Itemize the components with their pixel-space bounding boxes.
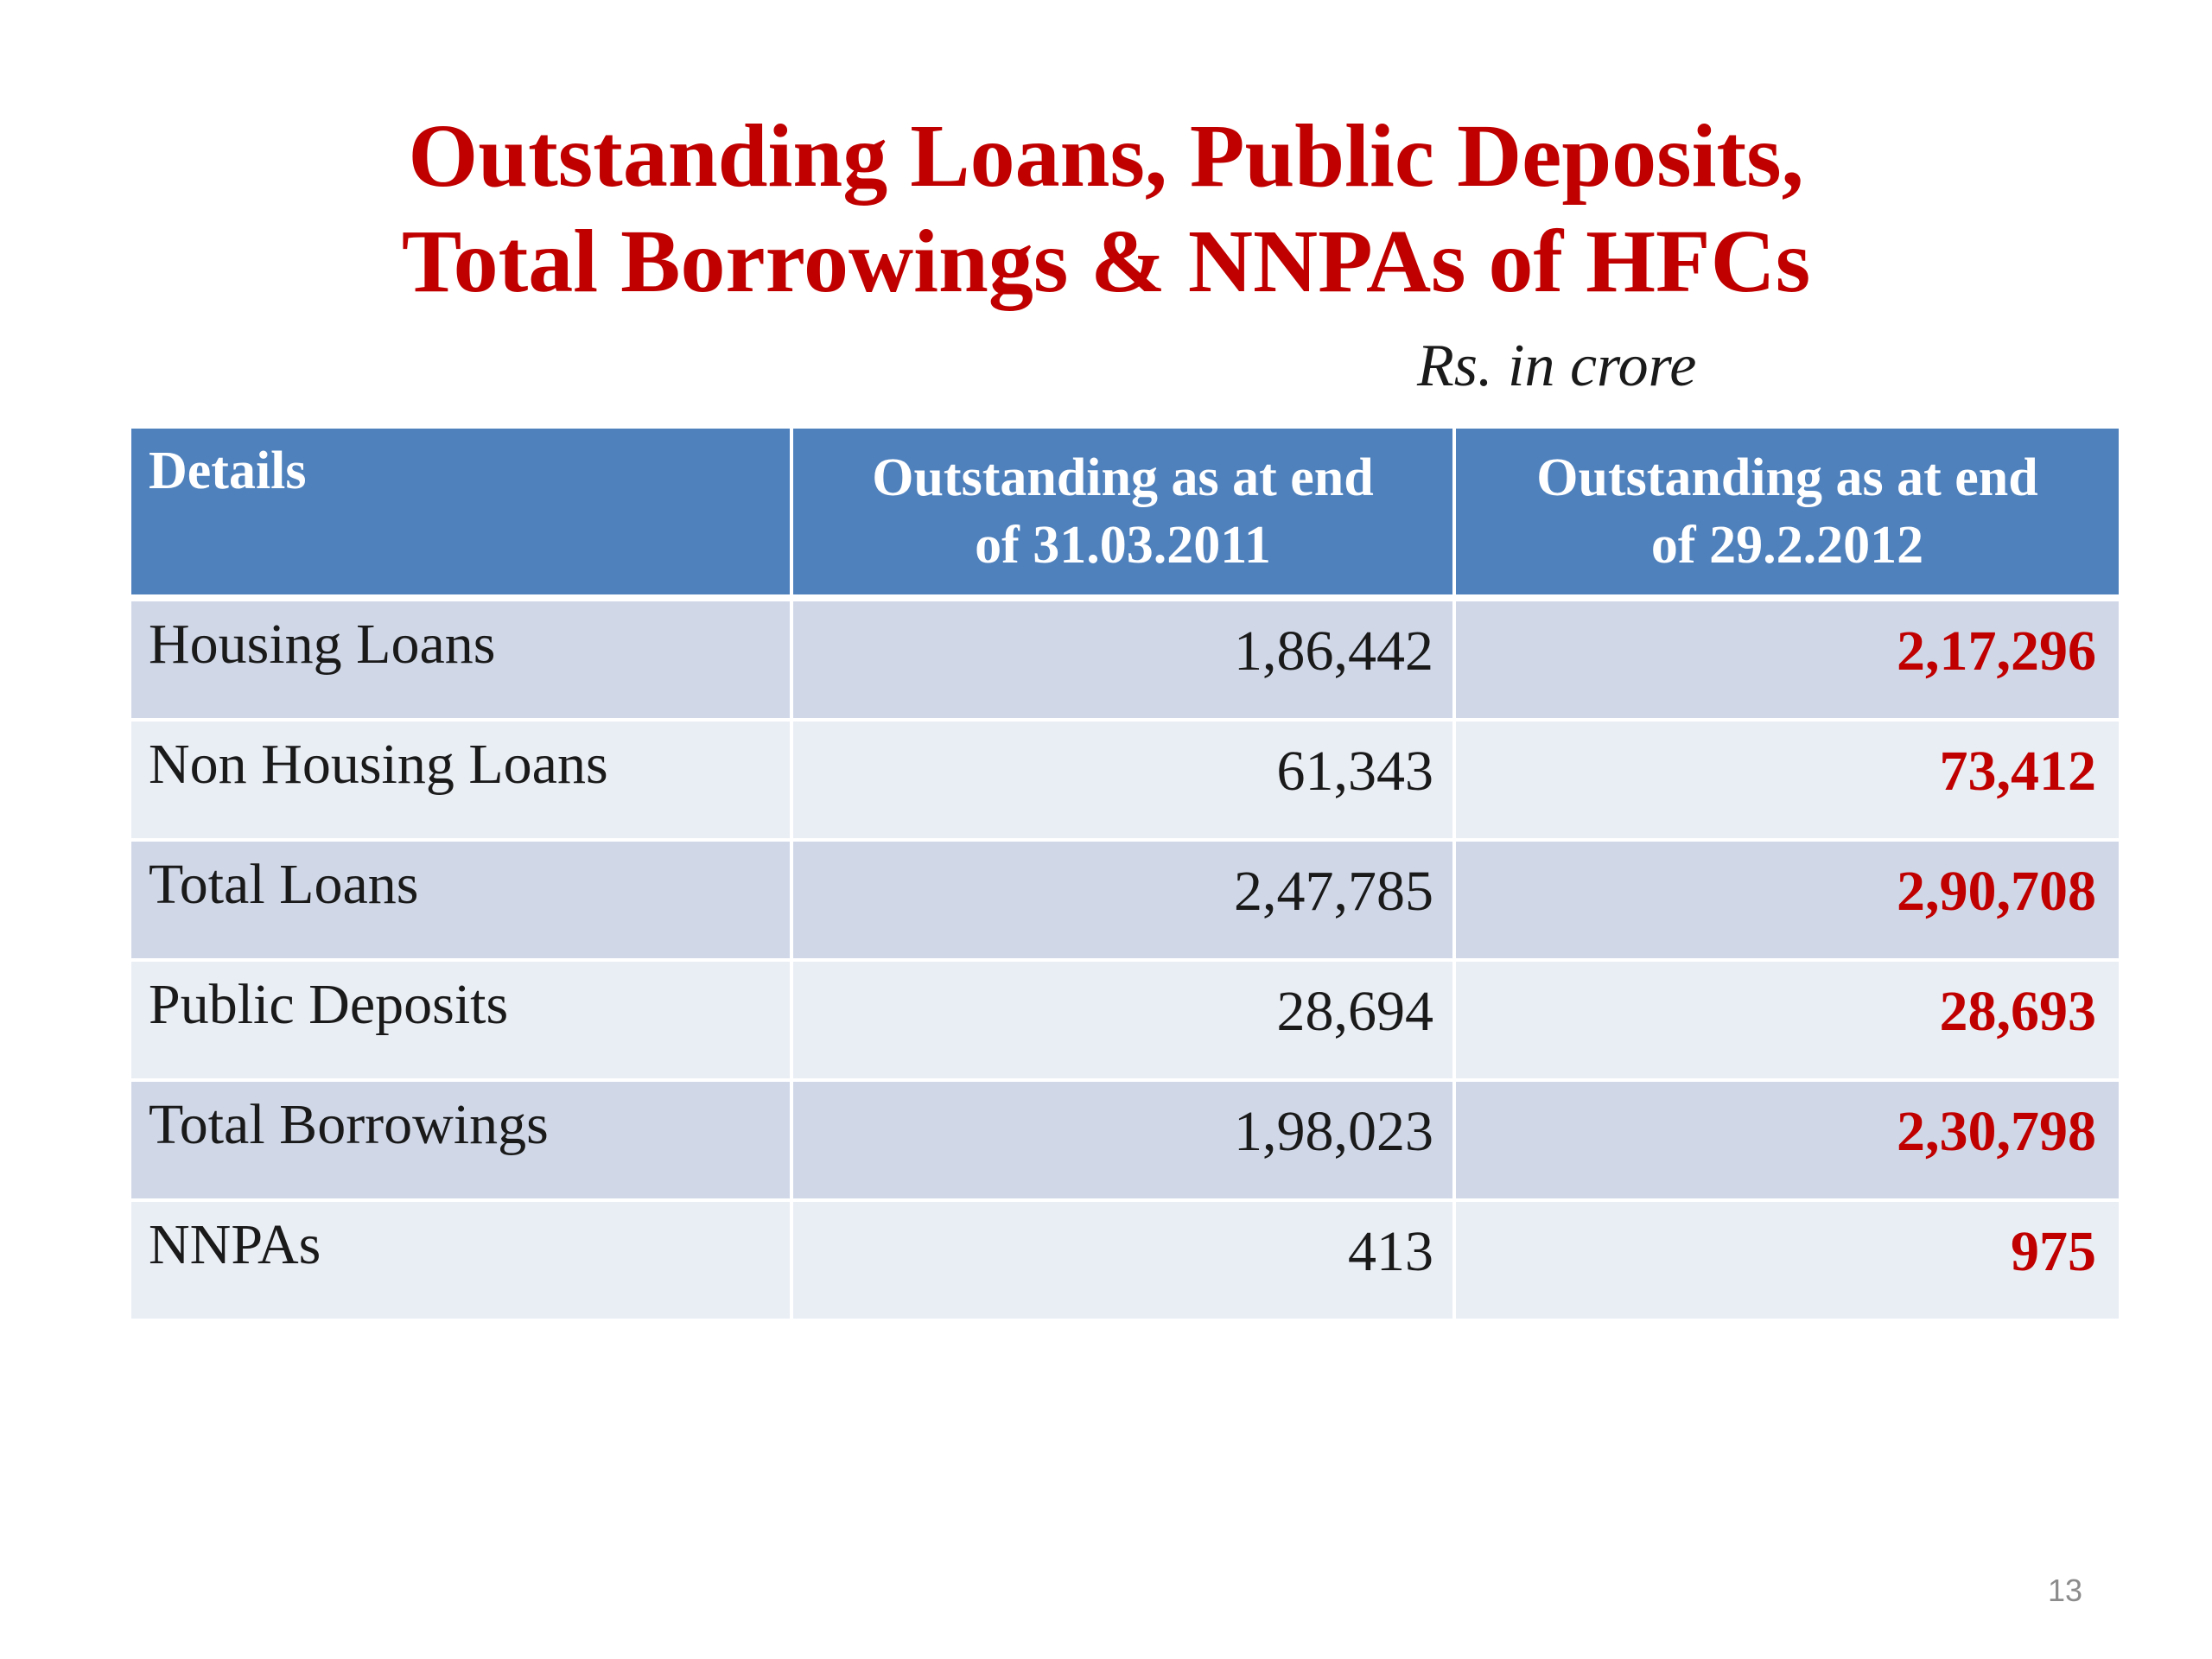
header-2011-line-2: of 31.03.2011	[975, 516, 1271, 575]
table-row	[131, 1202, 2119, 1322]
slide-title-line-2: Total Borrowings & NNPAs of HFCs	[401, 212, 1811, 311]
value-2012: 73,412	[1456, 721, 2119, 842]
table-header-row	[131, 429, 2119, 601]
table-row	[131, 842, 2119, 962]
value-2012: 2,17,296	[1456, 601, 2119, 721]
value-2011: 413	[793, 1202, 1456, 1322]
value-2012: 2,30,798	[1456, 1082, 2119, 1202]
page-number: 13	[2048, 1573, 2083, 1608]
value-2012: 2,90,708	[1456, 842, 2119, 962]
value-2011: 28,694	[793, 962, 1456, 1082]
row-label: Total Borrowings	[131, 1082, 793, 1202]
slide-title	[0, 104, 2212, 315]
row-label: NNPAs	[131, 1202, 793, 1322]
table-row	[131, 962, 2119, 1082]
value-2011: 1,98,023	[793, 1082, 1456, 1202]
value-2011: 1,86,442	[793, 601, 1456, 721]
table-row	[131, 601, 2119, 721]
value-2011: 61,343	[793, 721, 1456, 842]
header-2012-line-2: of 29.2.2012	[1650, 516, 1924, 575]
units-note: Rs. in crore	[1417, 333, 1697, 399]
row-label: Public Deposits	[131, 962, 793, 1082]
value-2011: 2,47,785	[793, 842, 1456, 962]
value-2012: 975	[1456, 1202, 2119, 1322]
header-details: Details	[131, 429, 793, 601]
table-row	[131, 721, 2119, 842]
hfc-data-table	[131, 429, 2119, 1322]
header-2011	[793, 429, 1456, 601]
table-row	[131, 1082, 2119, 1202]
slide-title-line-1: Outstanding Loans, Public Deposits,	[408, 106, 1804, 206]
header-2012-line-1: Outstanding as at end	[1536, 448, 2038, 507]
row-label: Non Housing Loans	[131, 721, 793, 842]
row-label: Total Loans	[131, 842, 793, 962]
header-2012	[1456, 429, 2119, 601]
header-2011-line-1: Outstanding as at end	[872, 448, 1374, 507]
value-2012: 28,693	[1456, 962, 2119, 1082]
row-label: Housing Loans	[131, 601, 793, 721]
